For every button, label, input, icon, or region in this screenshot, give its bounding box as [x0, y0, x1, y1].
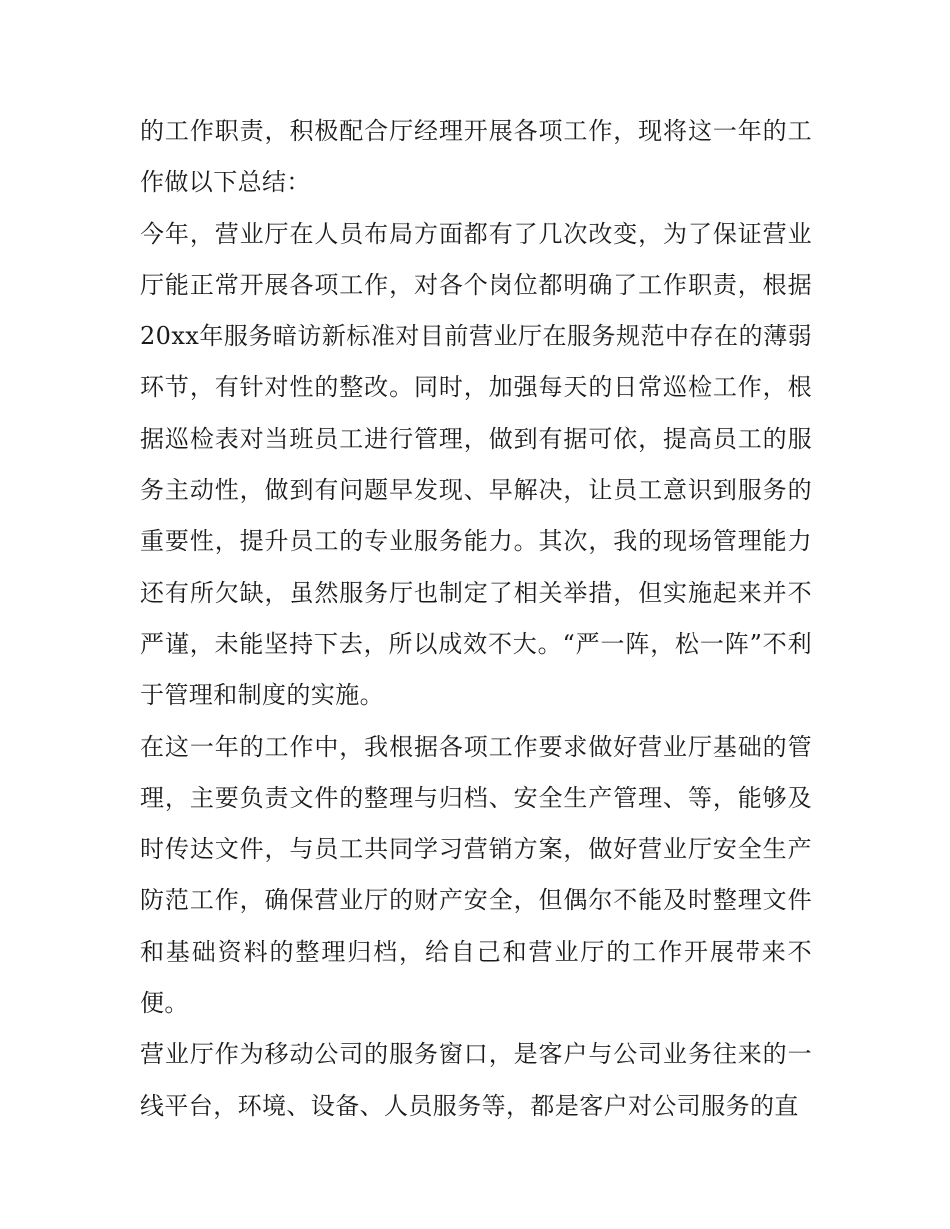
paragraph-3: 在这一年的工作中，我根据各项工作要求做好营业厅基础的管理，主要负责文件的整理与归档、安全生产管理、等，能够及时传达文件，与员工共同学习营销方案，做好营业厅安全生产防范工作，确保营业厅的财产安全，但偶尔不能及时整理文件和基础资料的整理归档，给自己和营业厅的工作开展带来不便。: [140, 732, 812, 1018]
paragraph-4: 营业厅作为移动公司的服务窗口，是客户与公司业务往来的一线平台，环境、设备、人员服务等，都是客户对公司服务的直: [140, 1040, 812, 1120]
paragraph-2: 今年，营业厅在人员布局方面都有了几次改变，为了保证营业厅能正常开展各项工作，对各个岗位都明确了工作职责，根据20xx年服务暗访新标准对目前营业厅在服务规范中存在的薄弱环节，有针对性的整改。同时，加强每天的日常巡检工作，根据巡检表对当班员工进行管理，做到有据可依，提高员工的服务主动性，做到有问题早发现、早解决，让员工意识到服务的重要性，提升员工的专业服务能力。其次，我的现场管理能力还有所欠缺，虽然服务厅也制定了相关举措，但实施起来并不严谨，未能坚持下去，所以成效不大。“严一阵，松一阵”不利于管理和制度的实施。: [140, 219, 812, 710]
paragraph-1: 的工作职责，积极配合厅经理开展各项工作，现将这一年的工作做以下总结：: [140, 117, 812, 197]
document-body: [140, 106, 812, 1132]
